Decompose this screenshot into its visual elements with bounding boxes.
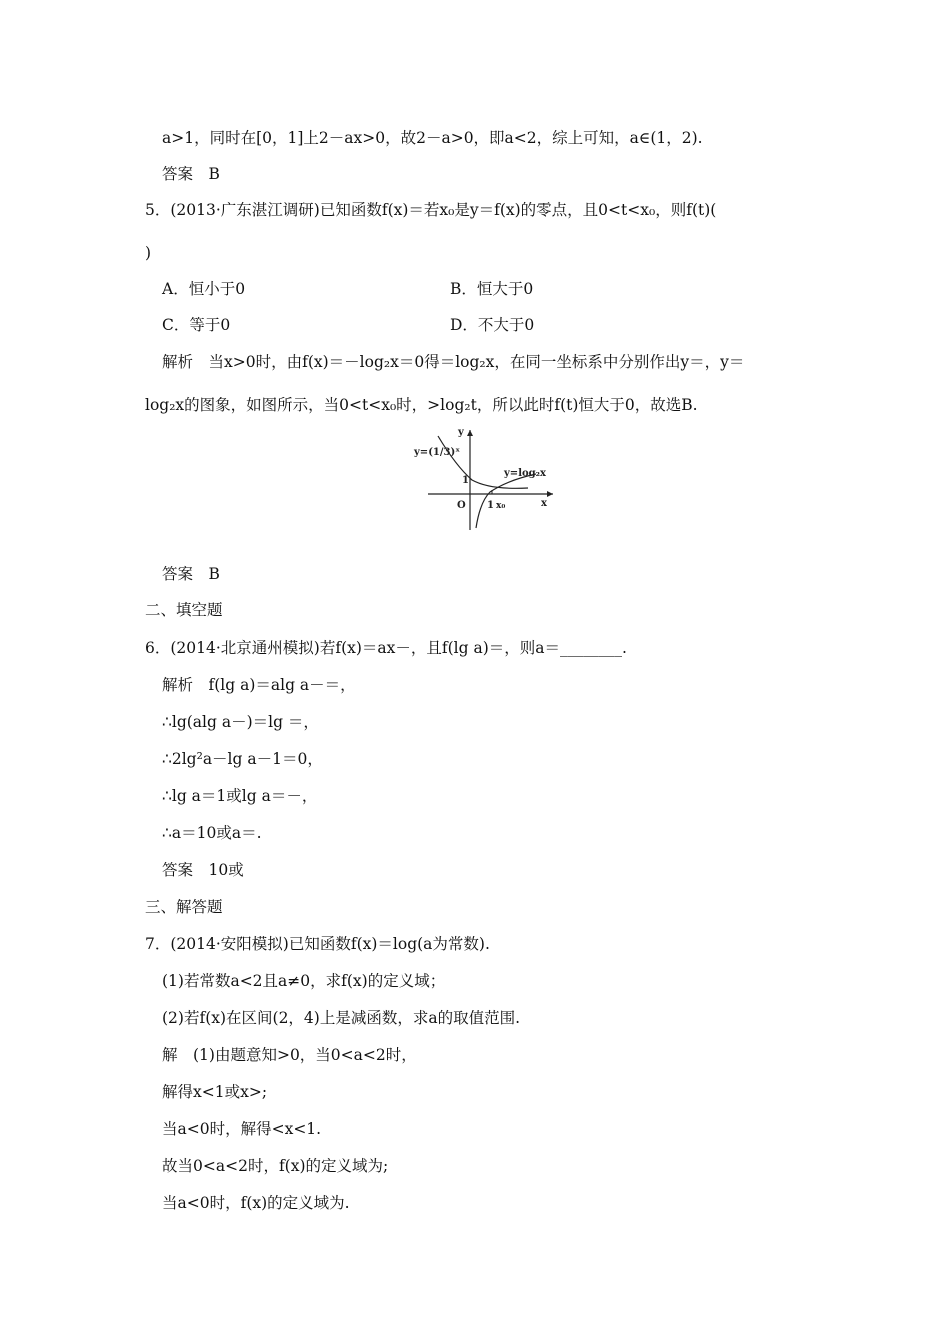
y-axis-label: y bbox=[458, 427, 464, 438]
derivation-line: ∴a＝10或a＝. bbox=[162, 824, 262, 842]
question-5-paren: ) bbox=[145, 244, 152, 262]
analysis-line: 解析 当x>0时，由f(x)＝－log₂x＝0得＝log₂x，在同一坐标系中分别作出y＝，y＝ bbox=[162, 353, 745, 371]
answer-line: 答案 B bbox=[162, 565, 220, 583]
solution-line: 当a<0时，f(x)的定义域为. bbox=[162, 1194, 350, 1212]
subquestion-1: (1)若常数a<2且a≠0，求f(x)的定义域； bbox=[162, 972, 446, 990]
answer-line: 答案 10或 bbox=[162, 861, 244, 879]
origin-label: O bbox=[457, 500, 466, 511]
x-one-label: 1 bbox=[487, 500, 494, 511]
answer-line: 答案 B bbox=[162, 165, 220, 183]
x-axis-label: x bbox=[541, 498, 547, 509]
analysis-line: 解析 f(lg a)＝alg a－＝， bbox=[162, 676, 356, 694]
derivation-line: ∴2lg²a－lg a－1＝0， bbox=[162, 750, 323, 768]
solution-line: 解得x<1或x>; bbox=[162, 1083, 268, 1101]
option-b: B．恒大于0 bbox=[450, 280, 534, 298]
analysis-line-2: log₂x的图象，如图所示，当0<t<x₀时，>log₂t，所以此时f(t)恒大于0，故选B. bbox=[145, 396, 698, 414]
solution-line: 当a<0时，解得<x<1. bbox=[162, 1120, 322, 1138]
log-curve bbox=[476, 474, 536, 528]
function-graph bbox=[408, 422, 558, 534]
section-heading: 二、填空题 bbox=[145, 601, 223, 619]
question-5: 5．(2013·广东湛江调研)已知函数f(x)＝若x₀是y＝f(x)的零点，且0<t<x₀，则f(t)( bbox=[145, 201, 717, 219]
log-label: y=log₂x bbox=[504, 468, 546, 479]
x0-label: x₀ bbox=[496, 501, 506, 511]
y-one-label: 1 bbox=[462, 475, 469, 486]
question-7: 7．(2014·安阳模拟)已知函数f(x)＝log(a为常数). bbox=[145, 935, 490, 953]
text-line: a>1，同时在[0，1]上2－ax>0，故2－a>0，即a<2，综上可知，a∈(1，2). bbox=[162, 129, 703, 147]
derivation-line: ∴lg(alg a－)＝lg ＝， bbox=[162, 713, 319, 731]
derivation-line: ∴lg a＝1或lg a＝－， bbox=[162, 787, 318, 805]
option-a: A．恒小于0 bbox=[162, 280, 246, 298]
solution-line: 故当0<a<2时，f(x)的定义域为; bbox=[162, 1157, 389, 1175]
solution-line: 解 (1)由题意知>0，当0<a<2时， bbox=[162, 1046, 417, 1064]
subquestion-2: (2)若f(x)在区间(2，4)上是减函数，求a的取值范围. bbox=[162, 1009, 521, 1027]
section-heading: 三、解答题 bbox=[145, 898, 223, 916]
option-d: D．不大于0 bbox=[450, 316, 535, 334]
question-6: 6．(2014·北京通州模拟)若f(x)＝ax－，且f(lg a)＝，则a＝________. bbox=[145, 639, 627, 657]
exp-label: y=(1/3)ˣ bbox=[414, 447, 460, 458]
option-c: C．等于0 bbox=[162, 316, 231, 334]
